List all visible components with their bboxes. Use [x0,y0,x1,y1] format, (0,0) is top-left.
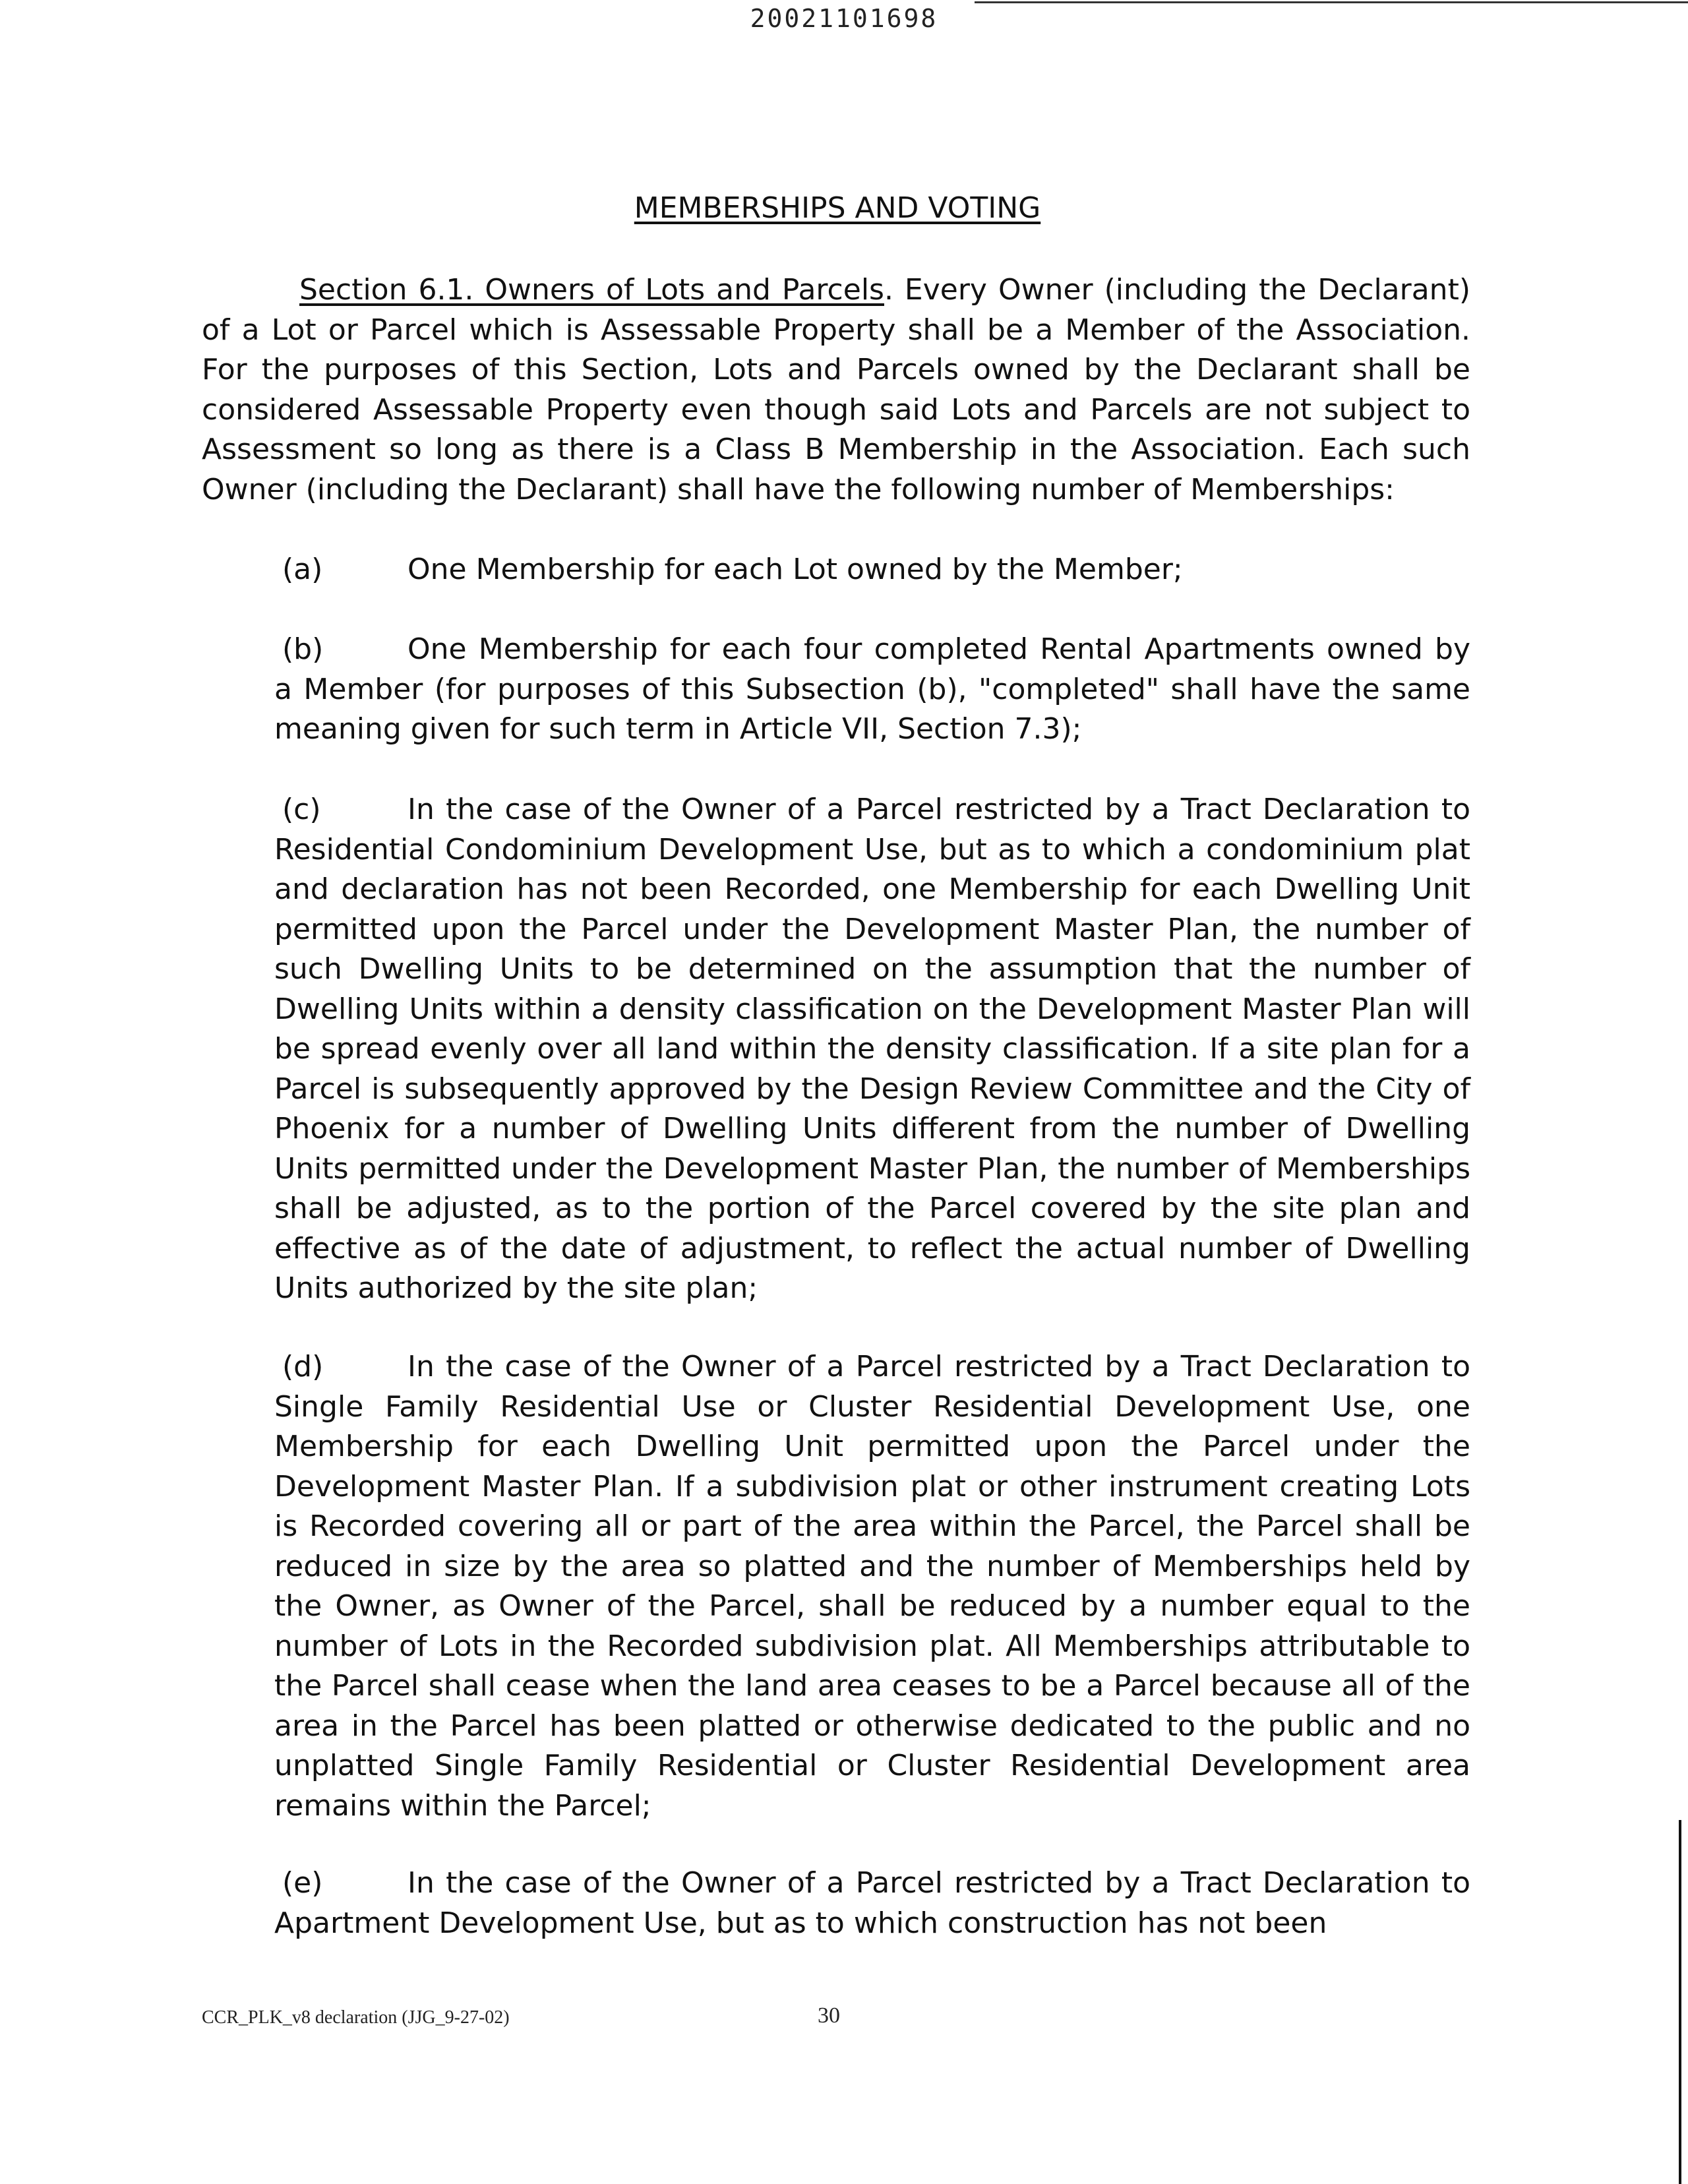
section-intro-paragraph [202,270,1470,510]
list-item-b [274,630,1470,750]
section-heading: Section 6.1. Owners of Lots and Parcels [299,273,884,307]
list-item-c [274,790,1470,1309]
list-item-marker: (e) [282,1866,323,1900]
page-heading: MEMBERSHIPS AND VOTING [634,191,1041,225]
list-item-e [274,1864,1470,1943]
recording-number: 20021101698 [750,4,938,33]
list-item-text: In the case of the Owner of a Parcel restricted by a Tract Declaration to Single Family Residential Use or Cluster Residential Development Use, one Membership for each Dwelling Unit permitted upon the Parcel under the Development Master Plan. If a subdivision plat or other instrument creating Lots is Recorded covering all or part of the area within the Parcel, the Parcel shall be reduced in size by the area so platted and the number of Memberships held by the Owner, as Owner of the Parcel, shall be reduced by a number equal to the number of Lots in the Recorded subdivision plat. All Memberships attributable to the Parcel shall cease when the land area ceases to be a Parcel because all of the area in the Parcel has been platted or otherwise dedicated to the public and no unplatted Single Family Residential or Cluster Residential Development area remains within the Parcel; [274,1350,1470,1823]
page-number: 30 [818,2003,840,2028]
section-intro-text: . Every Owner (including the Declarant) of a Lot or Parcel which is Assessable Property shall be a Member of the Association. For the purposes of this Section, Lots and Parcels owned by the Declarant shall be considered Assessable Property even though said Lots and Parcels are not subject to Assessment so long as there is a Class B Membership in the Association. Each such Owner (including the Declarant) shall have the following number of Memberships: [202,273,1470,506]
list-item-text: In the case of the Owner of a Parcel restricted by a Tract Declaration to Residential Condominium Development Use, but as to which a condominium plat and declaration has not been Recorded, one Membership for each Dwelling Unit permitted upon the Parcel under the Development Master Plan, the number of such Dwelling Units to be determined on the assumption that the number of Dwelling Units within a density classification on the Development Master Plan will be spread evenly over all land within the density classification. If a site plan for a Parcel is subsequently approved by the Design Review Committee and the City of Phoenix for a number of Dwelling Units different from the number of Dwelling Units permitted under the Development Master Plan, the number of Memberships shall be adjusted, as to the portion of the Parcel covered by the site plan and effective as of the date of adjustment, to reflect the actual number of Dwelling Units authorized by the site plan; [274,793,1470,1305]
list-item-marker: (a) [282,553,323,586]
list-item-text: One Membership for each four completed Rental Apartments owned by a Member (for purposes of this Subsection (b), "completed" shall have the same meaning given for such term in Article VII, Section 7.3); [274,632,1470,746]
list-item-a [274,550,1470,590]
list-item-marker: (d) [282,1350,324,1383]
footer-file-label: CCR_PLK_v8 declaration (JJG_9-27-02) [202,2007,510,2028]
list-item-text: One Membership for each Lot owned by the Member; [407,553,1183,586]
list-item-marker: (c) [282,793,321,826]
list-item-marker: (b) [282,632,324,666]
scan-edge-line [1679,1820,1681,2184]
top-rule [975,1,1688,3]
list-item-d [274,1347,1470,1826]
list-item-text: In the case of the Owner of a Parcel restricted by a Tract Declaration to Apartment Development Use, but as to which construction has not been [274,1866,1470,1940]
